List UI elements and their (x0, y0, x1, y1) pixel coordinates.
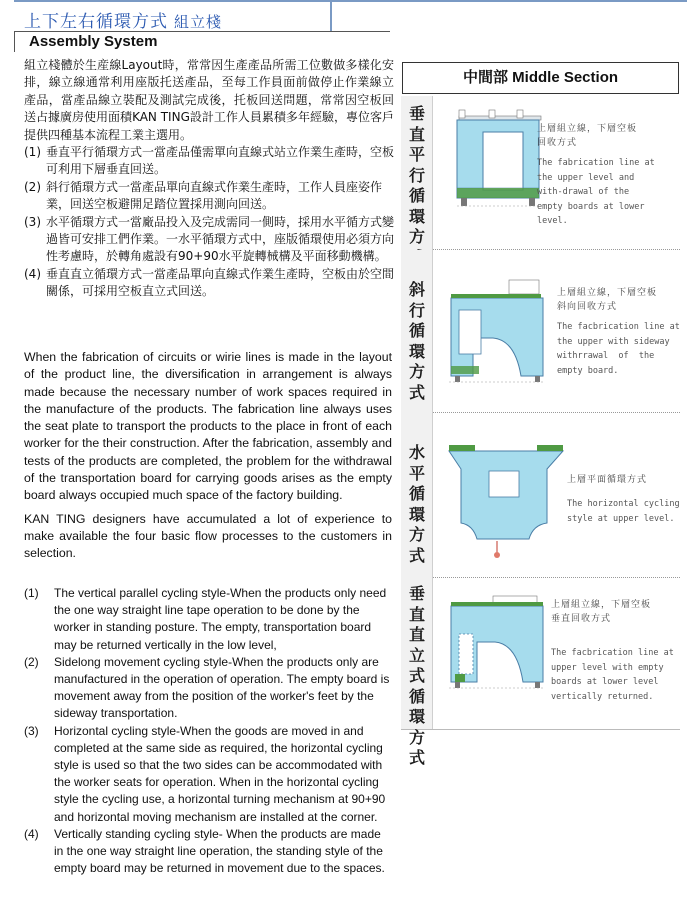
en-list-item (24, 585, 392, 654)
horizontal-diagram (437, 413, 567, 573)
panel-note-zh (551, 598, 651, 626)
panel-vertical-parallel (401, 96, 680, 250)
section-heading-box (14, 31, 390, 52)
panel-side-bar (401, 413, 433, 578)
panel-note-zh (537, 122, 637, 150)
sidelong-diagram (437, 250, 549, 410)
middle-section-header (402, 62, 679, 94)
en-item-text: Vertically standing cycling style- When the products are made in the one way straight line operation, the standing style of the empty board may be returned in movement due to the spaces. (54, 826, 385, 876)
panel-vertical-standing (401, 578, 680, 767)
note-zh-text: 上層組立線，下層空板 垂直回收方式 (551, 600, 652, 624)
middle-section-en: Middle Section (512, 69, 619, 86)
panel-side-label: 垂直直立式循環方式 (408, 584, 425, 767)
en-list (24, 585, 392, 877)
panel-note-zh (567, 473, 647, 487)
note-zh-text: 上層平面循環方式 (567, 475, 648, 485)
top-rule (332, 0, 687, 2)
en-list-item (24, 654, 392, 723)
panel-side-label: 斜行循環方式 (408, 280, 425, 402)
note-zh-text: 上層組立線，下層空板 斜向回收方式 (557, 288, 658, 312)
en-item-text: Horizontal cycling style-When the goods are moved in and completed at the same side as required, the horizontal cycling style is used so that the two sides can be accommodated with the worker seats for operation. When in the horizontal cycling style the cycling use, a horizontal turning mechanism at 90+90 and horizontal moving mechanism are installed at the corner. (54, 723, 386, 824)
zh-list-item (24, 266, 394, 301)
panel-note-en (551, 646, 674, 704)
panel-note-en (557, 320, 680, 378)
en-item-num: (2) (24, 654, 39, 669)
en-paragraph-2: KAN TING designers have accumulated a lot of experience to make available the four basic flow processes to the customers in selection. (24, 511, 392, 561)
title-bar (14, 0, 332, 31)
zh-item-text: 垂直平行循環方式一當產品僅需單向直線式站立作業生產時，空板可利用下層垂直回送。 (46, 145, 395, 177)
zh-list (24, 144, 394, 301)
panel-sidelong (401, 250, 680, 413)
panel-side-label: 垂直平行循環方 (408, 104, 425, 246)
zh-item-text: 斜行循環方式一當產品單向直線式作業生產時，工作人員座姿作業，回送空板避開足踏位置採用測向回送。 (46, 179, 383, 212)
note-en-text: The fabrication line at the upper level and with-drawal of the empty boards at lower level. (537, 158, 655, 227)
zh-list-item (24, 214, 394, 266)
en-item-text: Sidelong movement cycling style-When the products only are manufactured in the operation of operation. The empty board is movement away from the position of the worker's feet by the sideway transportation. (54, 654, 390, 721)
en-list-item (24, 723, 392, 826)
panel-note-en (537, 156, 655, 229)
zh-list-item (24, 144, 394, 179)
panel-note-zh (557, 286, 657, 314)
en-list-item (24, 826, 392, 878)
panel-note-en (567, 497, 680, 526)
en-description (24, 349, 392, 563)
vertical-standing-diagram (437, 578, 549, 728)
zh-item-num: (3) (24, 214, 41, 229)
panel-side-bar (401, 578, 433, 767)
panel-side-bar (401, 250, 433, 413)
en-item-text: The vertical parallel cycling style-When the products only need the one way straight line tape operation to be done by the worker in standing posture. The empty, transportation board may be returned vertically in the low level, (54, 586, 387, 652)
middle-section-zh: 中間部 (462, 69, 508, 86)
note-zh-text: 上層組立線，下層空板 回收方式 (537, 124, 638, 148)
zh-item-text: 水平循環方式一當廠品投入及完成需同一側時，採用水平循方式變過皆可安排工們作業。一水平循環方式中，座版循環使用必須方向性考慮時，於轉角處設有90+90水平旋轉械構及平面移動機構。 (46, 214, 395, 264)
zh-item-text: 垂直直立循環方式一當產品單向直線式作業生產時，空板由於空間關係，可採用空板直立式回送。 (46, 266, 395, 299)
en-paragraph-1: When the fabrication of circuits or wirie lines is made in the layout of the product line, the diversification in arrangement is always made because the necessary number of work spaces required in the manufacture of the products. The fabrication line always uses the seat plate to transport the products to the place in front of each worker for the their construction. After the fabrication, assembly and tests of the products are completed, the problem for the withdrawal of the transportation board for carrying goods arises as the empty board always occupied much space of the factory building. (24, 350, 392, 503)
title-zh-sub: 組立棧 (174, 13, 223, 31)
page-title-zh (24, 7, 222, 32)
zh-item-num: (4) (24, 266, 41, 281)
note-en-text: The facbrication line at upper level with empty boards at lower level vertically returned. (551, 648, 674, 702)
vertical-parallel-diagram (437, 96, 547, 246)
panel-side-label: 水平循環方式 (408, 443, 425, 565)
note-en-text: The facbrication line at the upper with sideway withrrawal of the empty board. (557, 322, 680, 376)
zh-item-num: (1) (24, 145, 41, 160)
zh-intro: 組立棧體於生産線Layout時，常常因生產產品所需工位數做多樣化安排，線立線通常利用座版托送產品，至每工作員面前做停止作業線立產品，當產品線立裝配及測試完成後，托板回送問題，常常因空板回送占據廣房使用面積KAN TING設計工作人員累積多年經驗，專位客戶提供四種基本流程工業主選用。 (24, 58, 394, 142)
title-zh-main: 上下左右循環方式 (24, 12, 168, 32)
panel-side-bar (401, 96, 433, 250)
note-en-text: The horizontal cycling style at upper level. (567, 499, 680, 524)
section-heading: Assembly System (29, 33, 158, 50)
en-item-num: (3) (24, 723, 39, 738)
en-item-num: (1) (24, 586, 39, 600)
zh-description (24, 57, 394, 301)
zh-list-item (24, 179, 394, 214)
en-item-num: (4) (24, 826, 39, 841)
panel-horizontal (401, 413, 680, 578)
zh-item-num: (2) (24, 179, 41, 194)
